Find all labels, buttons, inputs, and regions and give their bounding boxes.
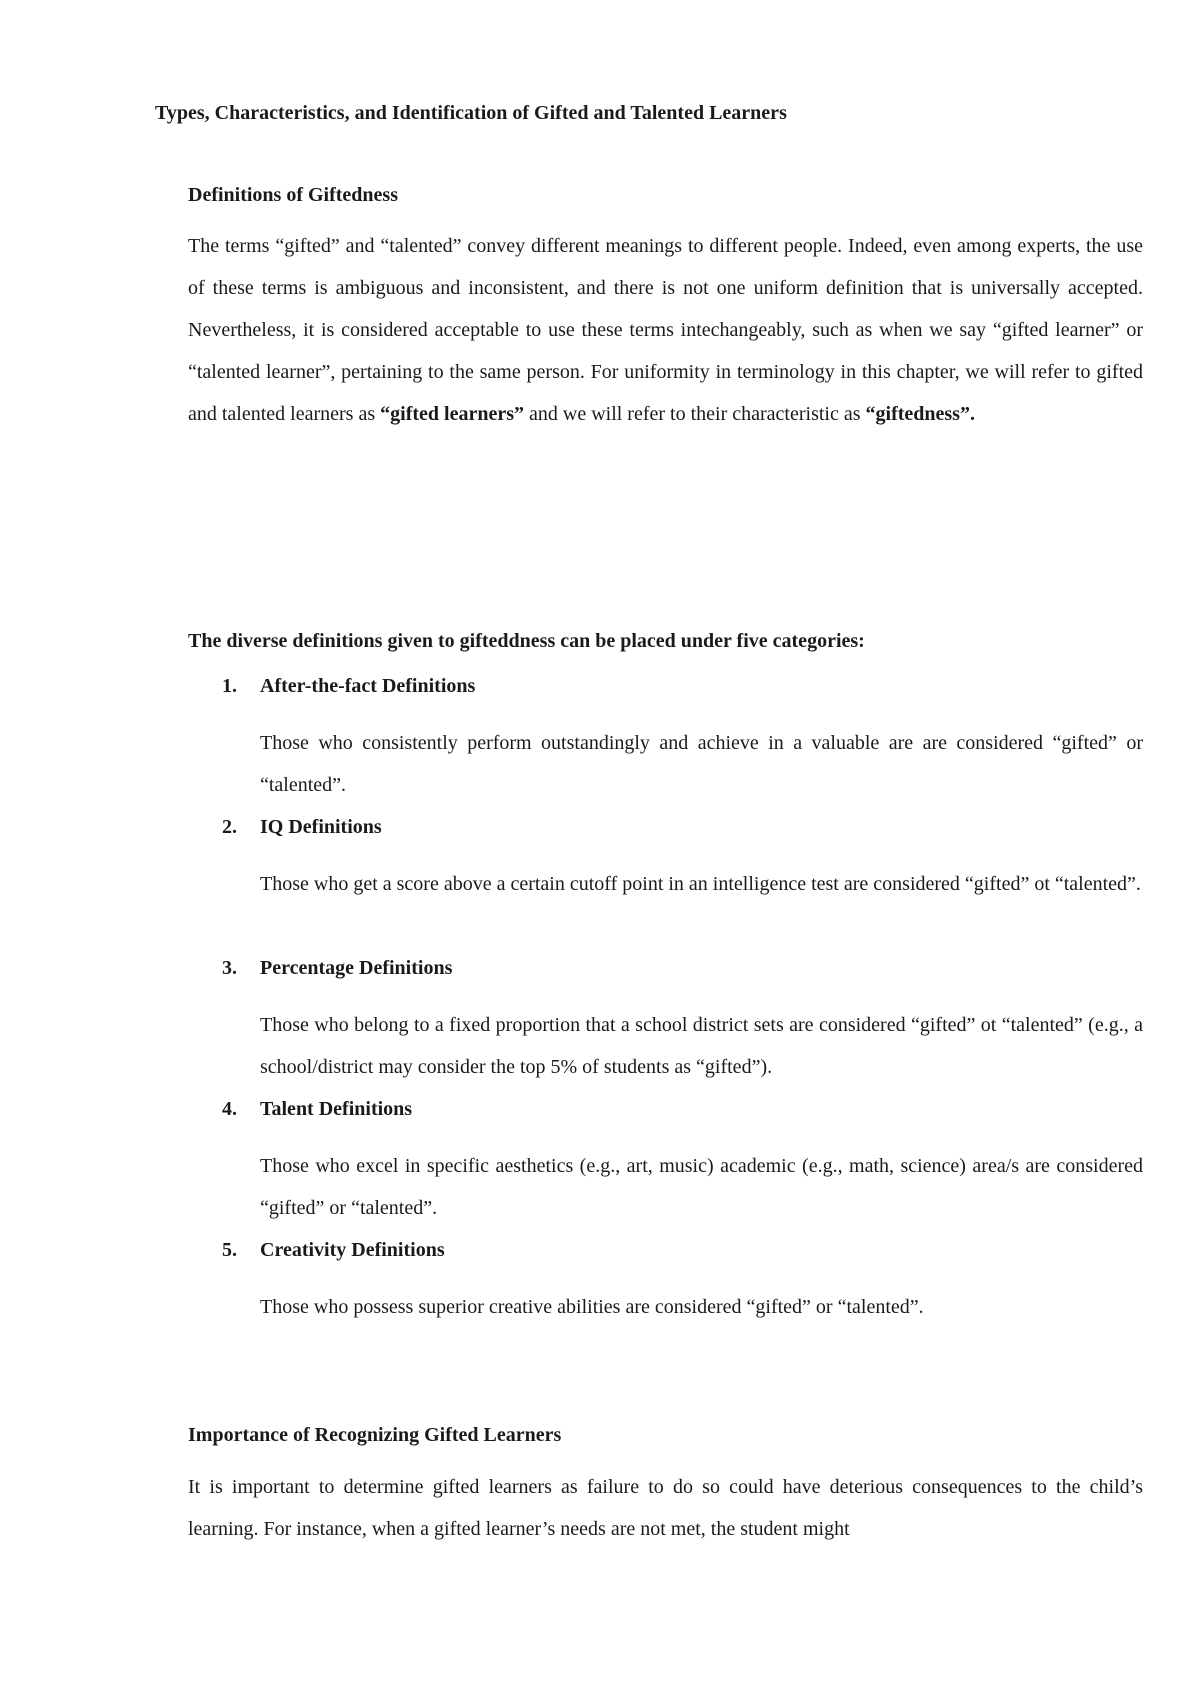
category-title-2: IQ Definitions <box>260 816 382 838</box>
category-number-1: 1. <box>222 675 237 697</box>
importance-paragraph: It is important to determine gifted learners as failure to do so could have deterious consequences to the child’s learning. For instance, when a gifted learner’s needs are not met, the student might <box>188 1476 1143 1540</box>
category-title-4: Talent Definitions <box>260 1098 413 1120</box>
category-description-2: Those who get a score above a certain cutoff point in an intelligence test are considered “gifted” ot “talented”. <box>260 873 1141 895</box>
definitions-paragraph-intro: The terms “gifted” and “talented” convey different meanings to different people. Indeed, even among experts, the use of these terms is ambiguous and inconsistent, and there is not one uniform definition that is universally accepted. Nevertheless, it is considered acceptable to use these terms intechangeably, such as when we say “gifted learner” or “talented learner”, pertaining to the same person. For uniformity in terminology in this chapter, we will refer to gifted and talented learners as <box>188 235 1143 425</box>
category-title-5: Creativity Definitions <box>260 1239 445 1261</box>
definitions-paragraph <box>188 225 1143 435</box>
document-title: Types, Characteristics, and Identification of Gifted and Talented Learners <box>155 102 787 124</box>
term-giftedness: “giftedness”. <box>865 403 975 425</box>
term-gifted-learners: “gifted learners” <box>380 403 524 425</box>
definitions-heading: Definitions of Giftedness <box>188 184 398 206</box>
category-description-4: Those who excel in specific aesthetics (e.g., art, music) academic (e.g., math, science) area/s are considered “gifted” or “talented”. <box>260 1155 1143 1219</box>
category-number-4: 4. <box>222 1098 237 1120</box>
category-title-1: After-the-fact Definitions <box>260 675 476 697</box>
category-number-3: 3. <box>222 957 237 979</box>
category-description-1: Those who consistently perform outstandingly and achieve in a valuable are are considered “gifted” or “talented”. <box>260 732 1143 796</box>
category-description-5: Those who possess superior creative abilities are considered “gifted” or “talented”. <box>260 1296 924 1318</box>
definitions-paragraph-mid: and we will refer to their characteristic as <box>524 403 866 425</box>
categories-intro: The diverse definitions given to gifteddness can be placed under five categories: <box>188 630 865 652</box>
category-description-3: Those who belong to a fixed proportion that a school district sets are considered “gifted” ot “talented” (e.g., a school/district may consider the top 5% of students as “gifted”). <box>260 1014 1143 1078</box>
importance-heading: Importance of Recognizing Gifted Learners <box>188 1424 562 1446</box>
category-title-3: Percentage Definitions <box>260 957 453 979</box>
category-number-5: 5. <box>222 1239 237 1261</box>
category-number-2: 2. <box>222 816 237 838</box>
